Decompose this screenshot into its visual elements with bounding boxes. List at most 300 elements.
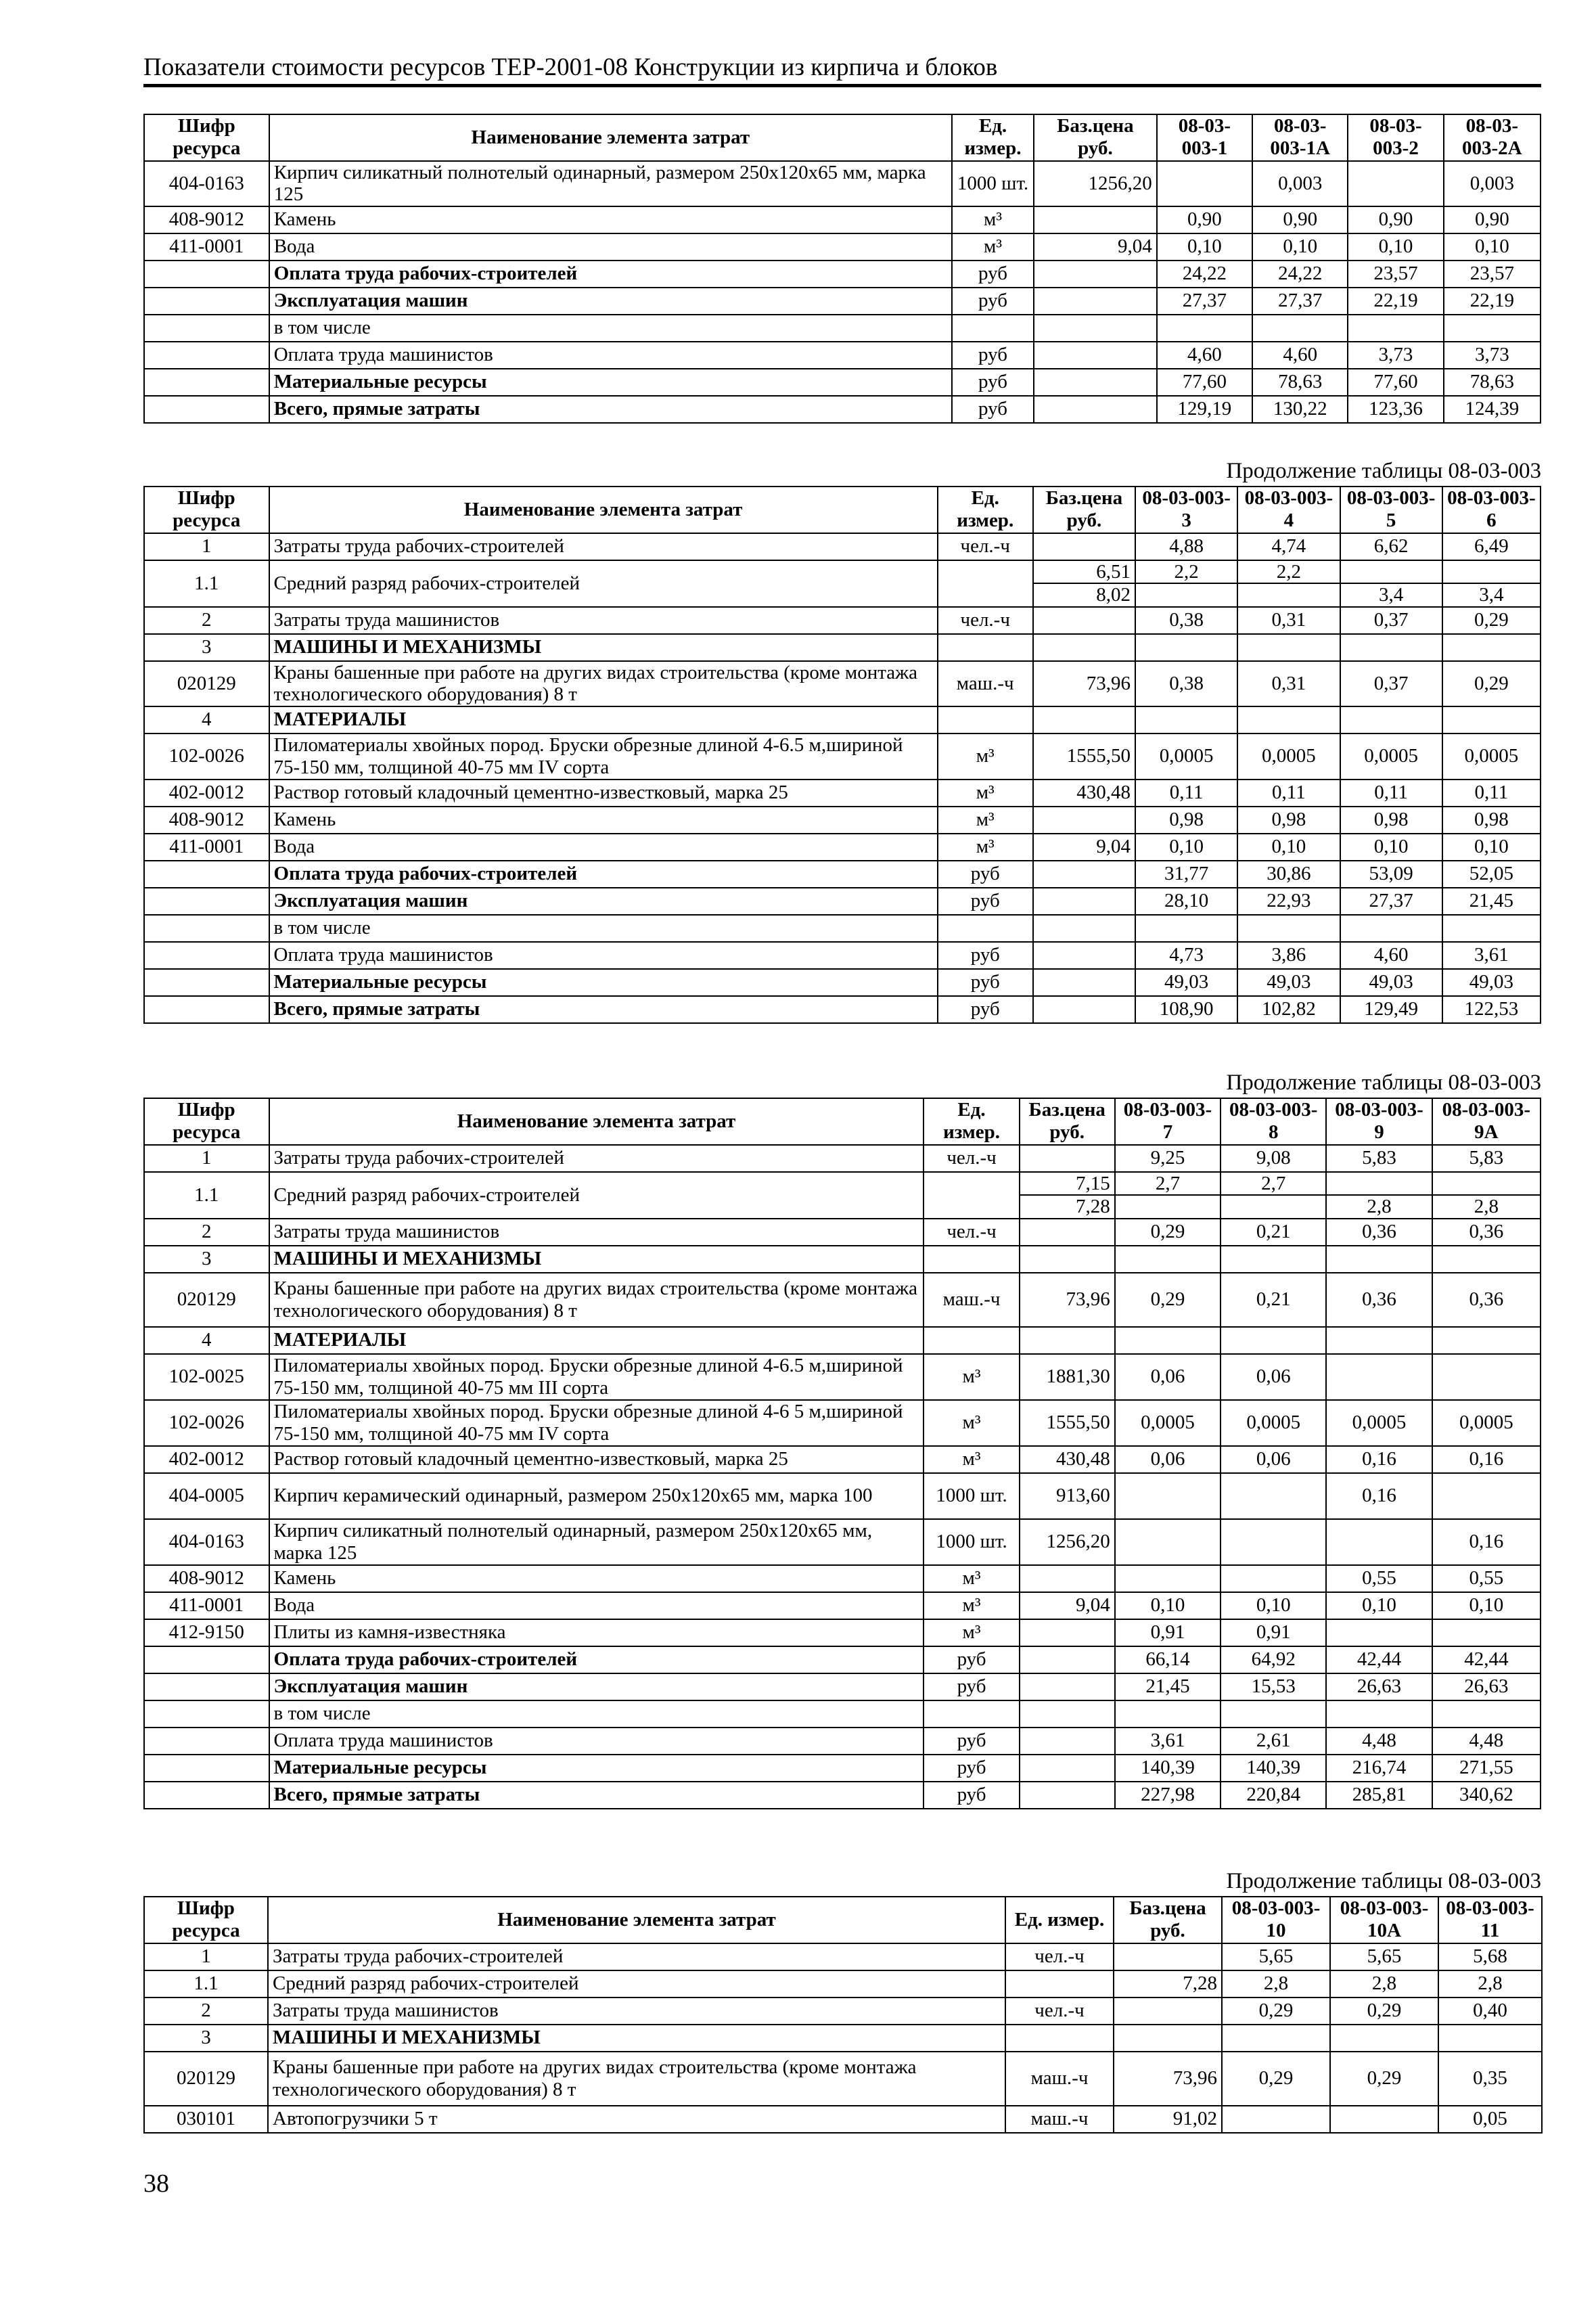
resource-code-cell [144, 1728, 269, 1755]
table-row [144, 706, 1541, 734]
column-header: Ед. измер. [924, 1098, 1019, 1145]
base-price-cell: 430,48 [1033, 780, 1135, 807]
norm-value-cell: 42,44 [1326, 1646, 1432, 1673]
table-row [144, 161, 1541, 206]
column-header: Ед. измер. [938, 487, 1033, 533]
base-price-cell [1033, 915, 1135, 942]
cost-element-name-cell: Камень [269, 206, 952, 233]
norm-value-cell: 24,22 [1252, 261, 1348, 288]
column-header-norm-code: 08-03-003-9А [1432, 1098, 1541, 1145]
base-price-cell [1033, 996, 1135, 1023]
table-row [144, 1673, 1541, 1700]
split-value-upper: 2,7 [1261, 1172, 1286, 1194]
unit-cell: чел.-ч [938, 607, 1033, 634]
table-row [144, 915, 1541, 942]
norm-value-cell: 108,90 [1135, 996, 1237, 1023]
norm-value-cell [1326, 1354, 1432, 1400]
cost-element-name-cell: Раствор готовый кладочный цементно-известковый, марка 25 [269, 780, 938, 807]
norm-value-cell: 0,0005 [1432, 1400, 1541, 1446]
split-value-upper: 7,15 [1076, 1172, 1110, 1194]
base-price-cell: 9,04 [1033, 834, 1135, 861]
resource-cost-table [143, 114, 1541, 424]
cost-element-name-cell: Затраты труда машинистов [269, 607, 938, 634]
unit-cell [1005, 1970, 1114, 1998]
norm-value-cell: 140,39 [1221, 1755, 1326, 1782]
norm-value-cell: 0,10 [1237, 834, 1340, 861]
base-price-cell [1020, 1619, 1115, 1646]
column-header-norm-code: 08-03-003-8 [1221, 1098, 1326, 1145]
norm-value-cell [1222, 2025, 1330, 2052]
resource-code-cell [144, 915, 269, 942]
cost-element-name-cell: Всего, прямые затраты [269, 396, 952, 423]
split-value-lower: 2,8 [1433, 1194, 1540, 1217]
cost-element-name-cell: Пиломатериалы хвойных пород. Бруски обрезные длиной 4-6.5 м,шириной 75-150 мм, толщиной 40-75 мм III сорта [269, 1354, 924, 1400]
cost-element-name-cell: Средний разряд рабочих-строителей [268, 1970, 1005, 1998]
norm-value-cell: 123,36 [1348, 396, 1443, 423]
norm-value-cell [1326, 1619, 1432, 1646]
column-header-norm-code: 08-03-003-11 [1438, 1897, 1542, 1943]
norm-value-cell [1221, 1519, 1326, 1565]
base-price-cell: 73,96 [1033, 661, 1135, 706]
table-continuation-caption: Продолжение таблицы 08-03-003 [1226, 1070, 1541, 1095]
table-row [144, 1592, 1541, 1619]
norm-value-cell [1442, 560, 1541, 607]
cost-element-name-cell: Кирпич силикатный полнотелый одинарный, размером 250х120х65 мм, марка 125 [269, 1519, 924, 1565]
unit-cell: руб [938, 996, 1033, 1023]
table-row [144, 861, 1541, 888]
norm-value-cell [1135, 915, 1237, 942]
norm-value-cell: 6,62 [1340, 533, 1442, 560]
norm-value-cell: 0,40 [1438, 1998, 1542, 2025]
column-header-norm-code: 08-03-003-4 [1237, 487, 1340, 533]
norm-value-cell [1432, 1700, 1541, 1728]
norm-value-cell: 0,21 [1221, 1273, 1326, 1327]
resource-code-cell: 402-0012 [144, 780, 269, 807]
norm-value-cell [1135, 634, 1237, 661]
table-row [144, 261, 1541, 288]
norm-value-cell [1135, 706, 1237, 734]
cost-element-name-cell: Оплата труда машинистов [269, 342, 952, 369]
norm-value-cell: 24,22 [1157, 261, 1252, 288]
base-price-cell [1114, 1943, 1222, 1970]
cost-element-name-cell: Средний разряд рабочих-строителей [269, 1172, 924, 1219]
norm-value-cell: 31,77 [1135, 861, 1237, 888]
unit-cell: чел.-ч [1005, 1998, 1114, 2025]
norm-value-cell [1432, 1473, 1541, 1519]
resource-code-cell: 408-9012 [144, 807, 269, 834]
column-header: Ед. измер. [952, 114, 1034, 161]
resource-code-cell: 020129 [144, 2052, 268, 2106]
norm-value-cell: 5,68 [1438, 1943, 1542, 1970]
column-header-norm-code: 08-03-003-1А [1252, 114, 1348, 161]
base-price-cell: 1881,30 [1020, 1354, 1115, 1400]
norm-value-cell: 0,36 [1432, 1273, 1541, 1327]
resource-code-cell: 404-0163 [144, 1519, 269, 1565]
norm-value-cell: 102,82 [1237, 996, 1340, 1023]
norm-value-cell: 0,55 [1432, 1565, 1541, 1592]
cost-element-name-cell: Краны башенные при работе на других видах строительства (кроме монтажа технологического оборудования) 8 т [269, 661, 938, 706]
resource-code-cell [144, 342, 269, 369]
table-row [144, 1619, 1541, 1646]
norm-value-cell: 5,83 [1326, 1145, 1432, 1172]
table-row [144, 2025, 1542, 2052]
norm-value-cell: 27,37 [1157, 288, 1252, 315]
norm-value-cell: 5,83 [1432, 1145, 1541, 1172]
norm-value-cell [1252, 315, 1348, 342]
norm-value-cell [1340, 915, 1442, 942]
base-price-cell: 9,04 [1034, 233, 1157, 261]
unit-cell: руб [924, 1755, 1019, 1782]
norm-value-cell: 0,10 [1340, 834, 1442, 861]
cost-element-name-cell: Материальные ресурсы [269, 369, 952, 396]
unit-cell [938, 560, 1033, 607]
cost-element-name-cell: Материальные ресурсы [269, 1755, 924, 1782]
norm-value-cell: 4,48 [1432, 1728, 1541, 1755]
norm-value-cell: 285,81 [1326, 1782, 1432, 1809]
norm-value-cell [1237, 706, 1340, 734]
table-row [144, 1646, 1541, 1673]
base-price-cell [1020, 1565, 1115, 1592]
base-price-cell [1033, 533, 1135, 560]
norm-value-cell: 0,0005 [1237, 734, 1340, 780]
norm-value-cell: 0,06 [1115, 1446, 1221, 1473]
unit-cell: м³ [952, 233, 1034, 261]
norm-value-cell: 0,90 [1444, 206, 1541, 233]
norm-value-cell: 77,60 [1348, 369, 1443, 396]
header-divider [143, 84, 1541, 87]
cost-element-name-cell: Камень [269, 1565, 924, 1592]
unit-cell [924, 1246, 1019, 1273]
norm-value-cell: 0,38 [1135, 661, 1237, 706]
norm-value-cell: 0,36 [1432, 1219, 1541, 1246]
norm-value-cell [1157, 315, 1252, 342]
table-row [144, 315, 1541, 342]
norm-value-cell: 129,49 [1340, 996, 1442, 1023]
norm-value-cell: 5,65 [1330, 1943, 1438, 1970]
unit-cell [952, 315, 1034, 342]
table-row [144, 1354, 1541, 1400]
unit-cell: маш.-ч [1005, 2106, 1114, 2133]
column-header: Шифр ресурса [144, 1098, 269, 1145]
unit-cell: руб [952, 396, 1034, 423]
base-price-cell [1020, 1219, 1115, 1246]
base-price-cell [1020, 1673, 1115, 1700]
norm-value-cell: 22,19 [1348, 288, 1443, 315]
resource-code-cell [144, 1646, 269, 1673]
norm-value-cell: 0,10 [1135, 834, 1237, 861]
norm-value-cell: 0,31 [1237, 607, 1340, 634]
norm-value-cell: 0,10 [1157, 233, 1252, 261]
table-row [144, 369, 1541, 396]
resource-code-cell: 1.1 [144, 1172, 269, 1219]
table-row [144, 206, 1541, 233]
norm-value-cell: 4,73 [1135, 942, 1237, 969]
norm-value-cell: 0,36 [1326, 1273, 1432, 1327]
unit-cell: м³ [938, 834, 1033, 861]
base-price-cell [1020, 1145, 1115, 1172]
resource-code-cell: 030101 [144, 2106, 268, 2133]
unit-cell: руб [952, 261, 1034, 288]
unit-cell: 1000 шт. [924, 1519, 1019, 1565]
resource-code-cell [144, 396, 269, 423]
resource-code-cell: 102-0026 [144, 1400, 269, 1446]
column-header: Шифр ресурса [144, 487, 269, 533]
norm-value-cell [1115, 1246, 1221, 1273]
norm-value-cell: 0,55 [1326, 1565, 1432, 1592]
norm-value-cell [1442, 634, 1541, 661]
base-price-cell [1034, 206, 1157, 233]
cost-element-name-cell: МАШИНЫ И МЕХАНИЗМЫ [269, 1246, 924, 1273]
cost-element-name-cell: Всего, прямые затраты [269, 996, 938, 1023]
norm-value-cell: 21,45 [1115, 1673, 1221, 1700]
column-header-norm-code: 08-03-003-2 [1348, 114, 1443, 161]
norm-value-cell [1326, 1327, 1432, 1354]
resource-code-cell [144, 942, 269, 969]
table-row [144, 834, 1541, 861]
table-row [144, 1446, 1541, 1473]
norm-value-cell: 0,29 [1442, 661, 1541, 706]
norm-value-cell: 0,29 [1115, 1219, 1221, 1246]
norm-value-cell: 0,91 [1221, 1619, 1326, 1646]
cost-element-name-cell: Оплата труда рабочих-строителей [269, 861, 938, 888]
unit-cell [938, 915, 1033, 942]
norm-value-cell [1326, 1172, 1432, 1219]
norm-value-cell: 0,36 [1326, 1219, 1432, 1246]
resource-code-cell: 3 [144, 2025, 268, 2052]
norm-value-cell: 124,39 [1444, 396, 1541, 423]
norm-value-cell [1221, 1473, 1326, 1519]
column-header: Баз.цена руб. [1033, 487, 1135, 533]
norm-value-cell [1157, 161, 1252, 206]
split-value-upper: 6,51 [1096, 560, 1131, 583]
resource-code-cell: 411-0001 [144, 233, 269, 261]
column-header: Баз.цена руб. [1114, 1897, 1222, 1943]
table-row [144, 1943, 1542, 1970]
unit-cell: руб [938, 969, 1033, 996]
split-value-lower [1136, 583, 1237, 606]
norm-value-cell [1221, 1700, 1326, 1728]
table-row [144, 634, 1541, 661]
cost-element-name-cell: Средний разряд рабочих-строителей [269, 560, 938, 607]
norm-value-cell: 49,03 [1237, 969, 1340, 996]
table-row [144, 560, 1541, 607]
column-header: Шифр ресурса [144, 1897, 268, 1943]
unit-cell [938, 706, 1033, 734]
norm-value-cell: 271,55 [1432, 1755, 1541, 1782]
table-row [144, 996, 1541, 1023]
unit-cell: чел.-ч [938, 533, 1033, 560]
cost-element-name-cell: Эксплуатация машин [269, 1673, 924, 1700]
table-row [144, 288, 1541, 315]
norm-value-cell [1442, 706, 1541, 734]
unit-cell: м³ [938, 734, 1033, 780]
base-price-cell [1020, 1700, 1115, 1728]
cost-element-name-cell: Кирпич силикатный полнотелый одинарный, размером 250х120х65 мм, марка 125 [269, 161, 952, 206]
resource-code-cell: 4 [144, 1327, 269, 1354]
table-row [144, 1400, 1541, 1446]
cost-element-name-cell: МАТЕРИАЛЫ [269, 1327, 924, 1354]
cost-element-name-cell: Краны башенные при работе на других видах строительства (кроме монтажа технологического оборудования) 8 т [268, 2052, 1005, 2106]
norm-value-cell: 4,88 [1135, 533, 1237, 560]
norm-value-cell [1340, 706, 1442, 734]
norm-value-cell: 216,74 [1326, 1755, 1432, 1782]
cost-element-name-cell: Материальные ресурсы [269, 969, 938, 996]
table-row [144, 2106, 1542, 2133]
column-header-norm-code: 08-03-003-10 [1222, 1897, 1330, 1943]
unit-cell: 1000 шт. [952, 161, 1034, 206]
split-value-upper [1331, 1173, 1427, 1194]
cost-element-name-cell: Вода [269, 1592, 924, 1619]
resource-code-cell: 102-0026 [144, 734, 269, 780]
unit-cell: м³ [924, 1619, 1019, 1646]
norm-value-cell: 3,61 [1442, 942, 1541, 969]
table-row [144, 1473, 1541, 1519]
cost-element-name-cell: в том числе [269, 915, 938, 942]
resource-cost-table [143, 1896, 1543, 2134]
norm-value-cell: 4,74 [1237, 533, 1340, 560]
cost-element-name-cell: Затраты труда машинистов [269, 1219, 924, 1246]
split-value-lower: 7,28 [1020, 1194, 1114, 1217]
resource-code-cell [144, 1755, 269, 1782]
unit-cell: маш.-ч [1005, 2052, 1114, 2106]
norm-value-cell: 4,60 [1157, 342, 1252, 369]
resource-code-cell: 1 [144, 1943, 268, 1970]
resource-code-cell: 020129 [144, 1273, 269, 1327]
table-row [144, 1327, 1541, 1354]
base-price-cell: 9,04 [1020, 1592, 1115, 1619]
norm-value-cell: 0,21 [1221, 1219, 1326, 1246]
table-row [144, 1145, 1541, 1172]
norm-value-cell: 3,73 [1444, 342, 1541, 369]
norm-value-cell [1115, 1519, 1221, 1565]
column-header-norm-code: 08-03-003-5 [1340, 487, 1442, 533]
resource-code-cell: 408-9012 [144, 206, 269, 233]
resource-code-cell [144, 315, 269, 342]
norm-value-cell: 227,98 [1115, 1782, 1221, 1809]
norm-value-cell [1348, 315, 1443, 342]
base-price-cell: 1256,20 [1034, 161, 1157, 206]
norm-value-cell [1432, 1172, 1541, 1219]
norm-value-cell: 26,63 [1432, 1673, 1541, 1700]
table-row [144, 1219, 1541, 1246]
norm-value-cell: 49,03 [1135, 969, 1237, 996]
norm-value-cell: 0,10 [1444, 233, 1541, 261]
norm-value-cell [1432, 1327, 1541, 1354]
norm-value-cell: 0,11 [1237, 780, 1340, 807]
norm-value-cell: 0,0005 [1221, 1400, 1326, 1446]
norm-value-cell: 0,003 [1444, 161, 1541, 206]
norm-value-cell: 27,37 [1252, 288, 1348, 315]
norm-value-cell: 9,25 [1115, 1145, 1221, 1172]
column-header: Наименование элемента затрат [269, 114, 952, 161]
resource-code-cell [144, 369, 269, 396]
unit-cell: руб [938, 942, 1033, 969]
norm-value-cell [1438, 2025, 1542, 2052]
norm-value-cell: 3,61 [1115, 1728, 1221, 1755]
split-value-upper: 2,7 [1155, 1172, 1181, 1194]
norm-value-cell: 26,63 [1326, 1673, 1432, 1700]
split-value-lower: 3,4 [1443, 583, 1540, 606]
base-price-cell: 1555,50 [1020, 1400, 1115, 1446]
resource-code-cell [144, 1673, 269, 1700]
norm-value-cell: 78,63 [1444, 369, 1541, 396]
resource-code-cell: 102-0025 [144, 1354, 269, 1400]
table-row [144, 1519, 1541, 1565]
table-row [144, 1998, 1542, 2025]
table-row [144, 1782, 1541, 1809]
norm-value-cell [1326, 1700, 1432, 1728]
table-row [144, 396, 1541, 423]
norm-value-cell: 0,10 [1432, 1592, 1541, 1619]
norm-value-cell: 0,37 [1340, 661, 1442, 706]
base-price-cell [1020, 1755, 1115, 1782]
norm-value-cell: 15,53 [1221, 1673, 1326, 1700]
base-price-cell [1033, 560, 1135, 607]
resource-cost-table [143, 486, 1541, 1024]
table-row [144, 661, 1541, 706]
table-row [144, 607, 1541, 634]
split-value-lower: 2,8 [1327, 1194, 1431, 1217]
norm-value-cell [1432, 1246, 1541, 1273]
table-row [144, 342, 1541, 369]
norm-value-cell [1115, 1327, 1221, 1354]
norm-value-cell: 0,90 [1348, 206, 1443, 233]
norm-value-cell: 5,65 [1222, 1943, 1330, 1970]
column-header-norm-code: 08-03-003-1 [1157, 114, 1252, 161]
base-price-cell [1034, 396, 1157, 423]
cost-element-name-cell: Кирпич керамический одинарный, размером 250х120х65 мм, марка 100 [269, 1473, 924, 1519]
cost-element-name-cell: Пиломатериалы хвойных пород. Бруски обрезные длиной 4-6.5 м,шириной 75-150 мм, толщиной 40-75 мм IV сорта [269, 734, 938, 780]
unit-cell: маш.-ч [938, 661, 1033, 706]
resource-code-cell: 4 [144, 706, 269, 734]
split-value-lower: 8,02 [1034, 583, 1135, 606]
norm-value-cell [1222, 2106, 1330, 2133]
column-header-norm-code: 08-03-003-10А [1330, 1897, 1438, 1943]
norm-value-cell [1221, 1172, 1326, 1219]
cost-element-name-cell: Раствор готовый кладочный цементно-известковый, марка 25 [269, 1446, 924, 1473]
table-row [144, 1172, 1541, 1219]
norm-value-cell: 42,44 [1432, 1646, 1541, 1673]
unit-cell: чел.-ч [1005, 1943, 1114, 1970]
norm-value-cell [1348, 161, 1443, 206]
split-value-upper: 2,2 [1174, 560, 1199, 583]
norm-value-cell: 129,19 [1157, 396, 1252, 423]
norm-value-cell: 0,16 [1432, 1519, 1541, 1565]
table-row [144, 888, 1541, 915]
unit-cell: маш.-ч [924, 1273, 1019, 1327]
unit-cell: руб [952, 369, 1034, 396]
base-price-cell [1020, 1782, 1115, 1809]
unit-cell: чел.-ч [924, 1219, 1019, 1246]
norm-value-cell: 4,60 [1340, 942, 1442, 969]
norm-value-cell: 0,16 [1326, 1473, 1432, 1519]
table-continuation-caption: Продолжение таблицы 08-03-003 [1226, 459, 1541, 483]
table-row [144, 1970, 1542, 1998]
base-price-cell [1033, 634, 1135, 661]
unit-cell [924, 1172, 1019, 1219]
norm-value-cell: 0,90 [1252, 206, 1348, 233]
table-row [144, 2052, 1542, 2106]
resource-code-cell [144, 969, 269, 996]
column-header-norm-code: 08-03-003-9 [1326, 1098, 1432, 1145]
norm-value-cell: 4,48 [1326, 1728, 1432, 1755]
norm-value-cell [1115, 1172, 1221, 1219]
norm-value-cell: 340,62 [1432, 1782, 1541, 1809]
base-price-cell: 91,02 [1114, 2106, 1222, 2133]
norm-value-cell: 0,0005 [1340, 734, 1442, 780]
column-header: Шифр ресурса [144, 114, 269, 161]
norm-value-cell: 49,03 [1340, 969, 1442, 996]
